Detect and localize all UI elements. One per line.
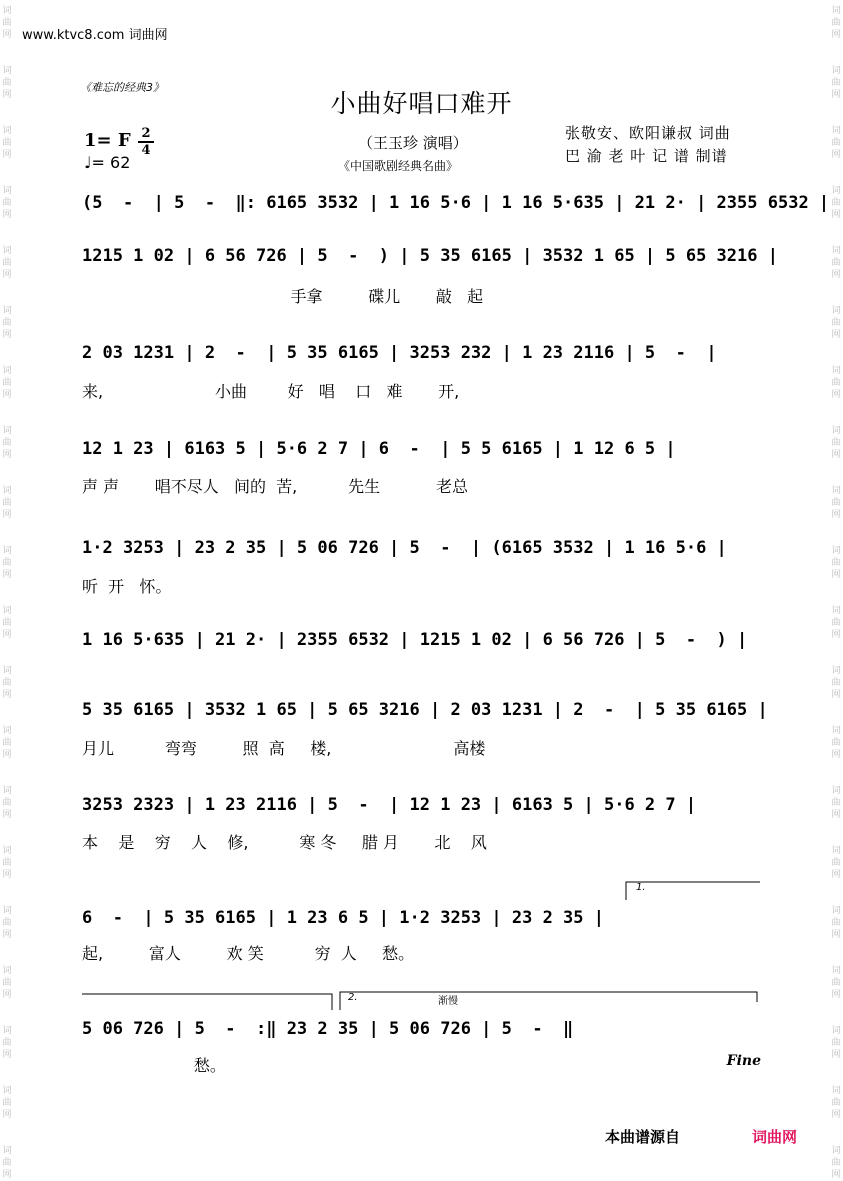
watermark-glyph: 网 [831,1110,841,1120]
watermark-glyph: 网 [2,570,12,580]
source: 《中国歌剧经典名曲》 [338,159,459,173]
watermark-glyph: 曲 [831,18,841,28]
watermark-glyph: 曲 [2,618,12,628]
watermark-glyph: 词 [2,6,12,16]
fine-mark: Fine [726,1053,761,1069]
watermark-glyph: 词 [2,1086,12,1096]
watermark-glyph: 网 [2,330,12,340]
watermark-glyph: 网 [831,930,841,940]
watermark-glyph: 网 [2,270,12,280]
watermark-glyph: 网 [2,630,12,640]
watermark-glyph: 词 [831,66,841,76]
watermark-glyph: 曲 [831,1158,841,1168]
watermark-glyph: 曲 [2,198,12,208]
lyrics-line: 月儿 弯弯 照 高 楼, 高楼 [82,739,486,758]
watermark-glyph: 曲 [831,858,841,868]
watermark-glyph: 词 [831,246,841,256]
watermark-glyph: 曲 [2,318,12,328]
watermark-glyph: 曲 [2,558,12,568]
footer-source: 本曲谱源自 [605,1128,681,1146]
credit-composer: 张敬安、欧阳谦叔 词曲 [565,124,731,142]
watermark-glyph: 词 [2,906,12,916]
watermark-glyph: 词 [831,666,841,676]
watermark-glyph: 曲 [2,138,12,148]
notation-line: 1·2 3253 | 23 2 35 | 5 06 726 | 5 - | (6165 3532 | 1 16 5·6 | [82,538,727,558]
watermark-glyph: 词 [831,306,841,316]
notation-line: 5 35 6165 | 3532 1 65 | 5 65 3216 | 2 03 1231 | 2 - | 5 35 6165 | [82,700,768,720]
watermark-glyph: 网 [831,510,841,520]
volta-1-label: 1. [636,882,646,893]
watermark-glyph: 词 [2,366,12,376]
lyrics-line: 愁。 [82,1056,226,1075]
watermark-glyph: 词 [2,666,12,676]
watermark-glyph: 网 [831,810,841,820]
album-name: 《难忘的经典3》 [80,81,164,94]
watermark-glyph: 曲 [2,858,12,868]
watermark-glyph: 词 [2,246,12,256]
watermark-glyph: 词 [831,366,841,376]
time-signature [138,126,154,158]
watermark-glyph: 网 [2,690,12,700]
singer: （王玉珍 演唱） [358,134,468,152]
watermark-glyph: 词 [2,606,12,616]
watermark-glyph: 词 [2,486,12,496]
ritardando-mark: 渐慢 [438,996,458,1007]
watermark-glyph: 曲 [831,678,841,688]
time-signature-bottom: 4 [138,141,154,158]
watermark-glyph: 词 [2,426,12,436]
lyrics-line: 本 是 穷 人 修, 寒 冬 腊 月 北 风 [82,833,487,852]
watermark-glyph: 网 [831,1170,841,1180]
credit-transcriber: 巴 渝 老 叶 记 谱 制谱 [565,147,728,165]
watermark-glyph: 曲 [831,378,841,388]
volta-1-bracket [626,882,760,900]
watermark-glyph: 网 [2,750,12,760]
watermark-glyph: 网 [2,450,12,460]
watermark-glyph: 网 [2,90,12,100]
watermark-glyph: 曲 [831,738,841,748]
watermark-glyph: 网 [2,150,12,160]
watermark-glyph: 网 [2,30,12,40]
watermark-glyph: 网 [2,990,12,1000]
watermark-glyph: 网 [831,30,841,40]
watermark-glyph: 网 [831,330,841,340]
notation-line: 1215 1 02 | 6 56 726 | 5 - ) | 5 35 6165 | 3532 1 65 | 5 65 3216 | [82,246,778,266]
watermark-glyph: 词 [831,6,841,16]
watermark-glyph: 曲 [831,798,841,808]
watermark-glyph: 词 [2,66,12,76]
watermark-glyph: 曲 [831,978,841,988]
notation-line: 6 - | 5 35 6165 | 1 23 6 5 | 1·2 3253 | 23 2 35 | [82,908,604,928]
watermark-glyph: 曲 [2,18,12,28]
watermark-glyph: 词 [831,426,841,436]
watermark-glyph: 词 [2,726,12,736]
watermark-glyph: 网 [2,210,12,220]
watermark-glyph: 网 [831,570,841,580]
watermark-glyph: 词 [831,126,841,136]
lyrics-line: 来, 小曲 好 唱 口 难 开, [82,382,460,401]
watermark-glyph: 词 [2,306,12,316]
watermark-glyph: 词 [831,1146,841,1156]
time-signature-top: 2 [141,126,151,141]
watermark-glyph: 词 [831,186,841,196]
watermark-glyph: 曲 [831,618,841,628]
watermark-glyph: 词 [831,966,841,976]
watermark-glyph: 网 [2,870,12,880]
watermark-glyph: 网 [2,510,12,520]
watermark-glyph: 曲 [831,1038,841,1048]
watermark-glyph: 曲 [831,138,841,148]
watermark-glyph: 词 [831,546,841,556]
watermark-glyph: 词 [831,486,841,496]
watermark-glyph: 词 [831,906,841,916]
watermark-glyph: 词 [2,126,12,136]
watermark-glyph: 词 [831,786,841,796]
watermark-glyph: 网 [2,1110,12,1120]
watermark-glyph: 曲 [831,78,841,88]
volta-brackets [0,870,843,1030]
watermark-glyph: 词 [2,546,12,556]
watermark-glyph: 曲 [2,798,12,808]
watermark-glyph: 网 [831,210,841,220]
footer-brand-link[interactable]: 词曲网 [752,1128,798,1146]
watermark-glyph: 网 [2,810,12,820]
watermark-glyph: 曲 [2,918,12,928]
watermark-glyph: 网 [2,390,12,400]
volta-1-continuation [82,994,332,1010]
watermark-glyph: 网 [831,690,841,700]
watermark-glyph: 曲 [831,198,841,208]
notation-line: 5 06 726 | 5 - :‖ 23 2 35 | 5 06 726 | 5 - ‖ [82,1019,574,1039]
watermark-glyph: 网 [2,1050,12,1060]
lyrics-line: 手拿 碟儿 敲 起 [82,287,484,306]
notation-line: (5 - | 5 - ‖: 6165 3532 | 1 16 5·6 | 1 16 5·635 | 21 2· | 2355 6532 | [82,193,830,213]
watermark-glyph: 曲 [831,318,841,328]
watermark-glyph: 词 [2,846,12,856]
watermark-glyph: 词 [2,1026,12,1036]
watermark-glyph: 词 [2,186,12,196]
watermark-glyph: 词 [2,966,12,976]
lyrics-line: 听 开 怀。 [82,577,172,596]
watermark-glyph: 词 [831,726,841,736]
watermark-glyph: 词 [831,1086,841,1096]
watermark-glyph: 网 [831,390,841,400]
watermark-glyph: 曲 [831,498,841,508]
watermark-glyph: 曲 [831,558,841,568]
watermark-glyph: 网 [831,90,841,100]
watermark-glyph: 曲 [831,438,841,448]
watermark-glyph: 词 [831,1026,841,1036]
watermark-glyph: 网 [831,750,841,760]
watermark-glyph: 网 [2,930,12,940]
watermark-glyph: 曲 [2,978,12,988]
watermark-glyph: 网 [831,870,841,880]
watermark-glyph: 曲 [2,738,12,748]
watermark-glyph: 网 [2,1170,12,1180]
watermark-glyph: 网 [831,270,841,280]
watermark-glyph: 词 [2,786,12,796]
watermark-glyph: 网 [831,990,841,1000]
watermark-glyph: 曲 [831,258,841,268]
song-title: 小曲好唱口难开 [330,89,513,118]
tempo-mark: ♩= 62 [84,153,131,172]
watermark-glyph: 词 [2,1146,12,1156]
notation-line: 12 1 23 | 6163 5 | 5·6 2 7 | 6 - | 5 5 6165 | 1 12 6 5 | [82,439,676,459]
volta-2-bracket [340,992,757,1010]
watermark-glyph: 词 [831,606,841,616]
watermark-glyph: 曲 [2,258,12,268]
watermark-glyph: 曲 [2,678,12,688]
watermark-glyph: 曲 [831,918,841,928]
volta-2-label: 2. [348,992,358,1003]
watermark-glyph: 网 [831,1050,841,1060]
lyrics-line: 起, 富人 欢 笑 穷 人 愁。 [82,944,415,963]
watermark-glyph: 曲 [2,1158,12,1168]
notation-line: 1 16 5·635 | 21 2· | 2355 6532 | 1215 1 02 | 6 56 726 | 5 - ) | [82,630,748,650]
watermark-glyph: 曲 [2,438,12,448]
watermark-glyph: 曲 [2,378,12,388]
watermark-glyph: 曲 [2,1098,12,1108]
watermark-glyph: 曲 [2,78,12,88]
watermark-glyph: 曲 [2,1038,12,1048]
watermark-glyph: 曲 [831,1098,841,1108]
notation-line: 2 03 1231 | 2 - | 5 35 6165 | 3253 232 | 1 23 2116 | 5 - | [82,343,717,363]
lyrics-line: 声 声 唱不尽人 间的 苦, 先生 老总 [82,477,469,496]
watermark-glyph: 网 [831,450,841,460]
notation-line: 3253 2323 | 1 23 2116 | 5 - | 12 1 23 | 6163 5 | 5·6 2 7 | [82,795,697,815]
watermark-glyph: 曲 [2,498,12,508]
key-signature: 1= F [84,130,131,151]
watermark-glyph: 词 [831,846,841,856]
watermark-glyph: 网 [831,150,841,160]
watermark-glyph: 网 [831,630,841,640]
site-header[interactable]: www.ktvc8.com 词曲网 [22,28,168,43]
